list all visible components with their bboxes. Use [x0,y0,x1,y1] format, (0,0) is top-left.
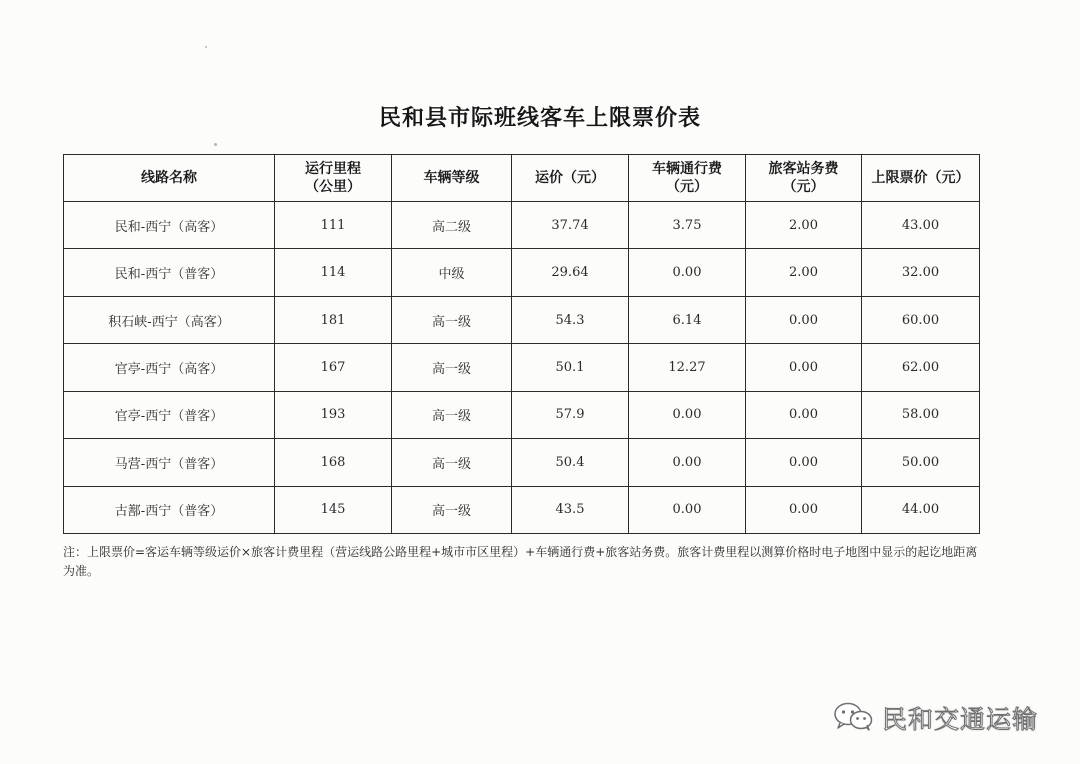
cell-toll: 0.00 [629,391,746,438]
cell-route: 官亭-西宁（高客） [64,344,275,391]
cell-max-price: 43.00 [862,202,980,249]
cell-route: 民和-西宁（普客） [64,249,275,296]
cell-grade: 高一级 [392,391,512,438]
cell-max-price: 50.00 [862,439,980,486]
table-header-row [64,155,980,202]
cell-station-fee: 0.00 [746,391,862,438]
cell-max-price: 60.00 [862,296,980,343]
cell-station-fee: 2.00 [746,249,862,296]
cell-station-fee: 0.00 [746,439,862,486]
scan-speck [205,46,207,48]
watermark [832,700,1038,736]
cell-distance: 145 [275,486,392,533]
cell-max-price: 58.00 [862,391,980,438]
cell-grade: 高一级 [392,439,512,486]
cell-grade: 中级 [392,249,512,296]
cell-distance: 168 [275,439,392,486]
table-row [64,296,980,343]
footnote: 注：上限票价=客运车辆等级运价×旅客计费里程（营运线路公路里程+城市市区里程）+车辆通行费+旅客站务费。旅客计费里程以测算价格时电子地图中显示的起讫地距离为准。 [63,545,978,578]
cell-toll: 3.75 [629,202,746,249]
cell-fare: 29.64 [512,249,629,296]
cell-station-fee: 2.00 [746,202,862,249]
header-route: 线路名称 [64,155,275,202]
cell-toll: 12.27 [629,344,746,391]
cell-distance: 193 [275,391,392,438]
cell-toll: 0.00 [629,439,746,486]
header-fare: 运价（元） [512,155,629,202]
table-row [64,344,980,391]
fare-table [63,154,980,534]
cell-fare: 43.5 [512,486,629,533]
table-row [64,202,980,249]
cell-toll: 0.00 [629,486,746,533]
watermark-text: 民和交通运输 [882,705,1039,734]
cell-fare: 57.9 [512,391,629,438]
table-row [64,486,980,533]
cell-fare: 54.3 [512,296,629,343]
cell-fare: 50.4 [512,439,629,486]
cell-distance: 114 [275,249,392,296]
cell-max-price: 44.00 [862,486,980,533]
cell-route: 官亭-西宁（普客） [64,391,275,438]
cell-station-fee: 0.00 [746,344,862,391]
cell-max-price: 32.00 [862,249,980,296]
cell-route: 马营-西宁（普客） [64,439,275,486]
cell-grade: 高一级 [392,344,512,391]
cell-toll: 6.14 [629,296,746,343]
cell-toll: 0.00 [629,249,746,296]
header-station-fee: 旅客站务费 （元） [746,155,862,202]
cell-station-fee: 0.00 [746,486,862,533]
cell-grade: 高一级 [392,296,512,343]
cell-route: 古鄯-西宁（普客） [64,486,275,533]
cell-max-price: 62.00 [862,344,980,391]
scan-speck [214,143,217,146]
cell-distance: 167 [275,344,392,391]
header-toll: 车辆通行费 （元） [629,155,746,202]
header-distance: 运行里程 （公里） [275,155,392,202]
cell-distance: 111 [275,202,392,249]
header-max-price: 上限票价（元） [862,155,980,202]
cell-distance: 181 [275,296,392,343]
page-title: 民和县市际班线客车上限票价表 [378,106,701,131]
table-row [64,249,980,296]
cell-grade: 高一级 [392,486,512,533]
cell-fare: 37.74 [512,202,629,249]
cell-grade: 高二级 [392,202,512,249]
cell-route: 民和-西宁（高客） [64,202,275,249]
cell-fare: 50.1 [512,344,629,391]
header-grade: 车辆等级 [392,155,512,202]
table-row [64,391,980,438]
cell-station-fee: 0.00 [746,296,862,343]
table-row [64,439,980,486]
wechat-icon [832,701,876,735]
cell-route: 积石峡-西宁（高客） [64,296,275,343]
